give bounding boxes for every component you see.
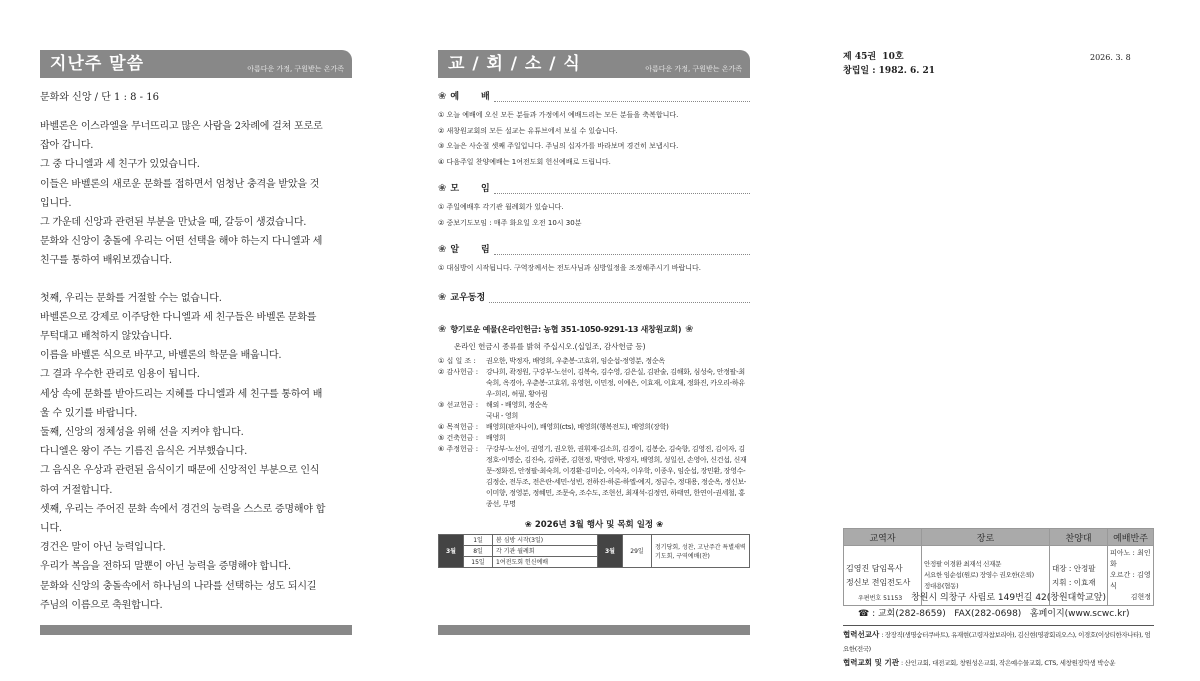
sermon-line: 셋째, 우리는 주어진 문화 속에서 경건의 능력을 스스로 증명해야 합 bbox=[40, 503, 326, 515]
missionaries-label: 협력선교사 bbox=[843, 630, 880, 639]
flower-icon: ❀ bbox=[685, 323, 694, 335]
offering-type: ③ 선교헌금 : bbox=[438, 400, 479, 409]
accompanist-cell bbox=[1108, 546, 1154, 606]
sermon-line: 경건은 말이 아닌 능력입니다. bbox=[40, 542, 166, 554]
choir-conductor: 지휘 : 이효재 bbox=[1052, 577, 1096, 587]
staff-header: 예배반주 bbox=[1108, 529, 1154, 546]
sermon-line: 둘째, 신앙의 정체성을 위해 선을 지켜야 합니다. bbox=[40, 427, 244, 439]
offering-type: ① 십 일 조 : bbox=[438, 356, 476, 365]
sermon-line: 그 음식은 우상과 관련된 음식이기 때문에 신앙적인 부분으로 인식 bbox=[40, 465, 320, 477]
schedule-day: 1일 bbox=[464, 534, 493, 545]
offering-names: 강나희, 곽정원, 구강부-노선이, 김복숙, 김수영, 김은실, 김판술, 김해화, 심성숙, 안정팔-최숙희, 옥경아, 우춘봉-고효위, 유영현, 이민정, 이예은, 이효재, 이효재, 정화진, 카오리-하유우-희리, 허필, 황아림 bbox=[486, 367, 745, 398]
church-address bbox=[858, 590, 1106, 603]
members-heading bbox=[438, 289, 750, 303]
church-contact: ☎ : 교회(282-8659) FAX(282-0698) 홈페이지(www.scwc.kr) bbox=[858, 609, 1130, 619]
evangelist-name: 정신보 전임전도사 bbox=[846, 577, 911, 587]
news-item: ② 새창원교회의 모든 설교는 유튜브에서 보실 수 있습니다. bbox=[438, 126, 618, 135]
news-item: ③ 오늘은 사순절 셋째 주일입니다. 주님의 십자가를 바라보며 경건히 보냅시다. bbox=[438, 142, 679, 150]
schedule-day: 8일 bbox=[464, 545, 493, 556]
sermon-column bbox=[40, 0, 352, 615]
schedule-section bbox=[438, 518, 750, 568]
volume-number: 제 45권 10호 bbox=[843, 52, 904, 62]
staff-header: 장로 bbox=[922, 529, 1050, 546]
flower-icon: ❀ bbox=[524, 519, 532, 530]
partners-text: : 산인교회, 대전교회, 창원성은교회, 작은예수물교회, CTS, 세창원장학생 박승운 bbox=[901, 659, 1116, 667]
offering-names: 구강부-노선이, 권영기, 권오한, 권휘재-김소희, 김경이, 김봉순, 김숙향, 김영진, 김이자, 김정호-이명순, 김진숙, 김하준, 김현정, 박영란, 박정자, 배영희, 성일선, 손영아, 신건섭, 신재문-정화진, 안정팔-최숙희, 이경환-김미순, 이숙자, 이우학, 이종우, 임순섭, 장민환, 장영수-김정순, 전두조, 전은란-세민-성빈, 전하진-하론-하엘-예지, 정금수, 정대용, 정순옥, 정신보-이미향, 정영분, 정혜민, 조문숙, 조수도, 조현선, 최재석-김정연, 하태연, 한연이-권세철, 홍종선, 무명 bbox=[486, 444, 747, 508]
news-item: ① 주일예배후 각기관 월례회가 있습니다. bbox=[438, 203, 564, 211]
organist: 김현정 bbox=[1130, 593, 1151, 601]
sermon-line: 이들은 바벨론의 새로운 문화를 접하면서 엄청난 충격을 받았을 것 bbox=[40, 178, 320, 190]
notice-heading-text: 알 림 bbox=[450, 245, 490, 255]
news-item: ① 대심방이 시작됩니다. 구역장께서는 전도사님과 심방일정을 조정해주시기 바랍니다. bbox=[438, 264, 701, 272]
sermon-line: 바벨론으로 강제로 이주당한 다니엘과 세 친구들은 바벨론 문화를 bbox=[40, 311, 317, 323]
offering-list bbox=[438, 356, 750, 510]
flower-icon: ❀ bbox=[656, 519, 664, 530]
staff-header: 찬양대 bbox=[1050, 529, 1108, 546]
offering-row bbox=[438, 400, 750, 411]
schedule-month: 3월 bbox=[598, 534, 623, 567]
schedule-event: 각 기관 월례회 bbox=[493, 545, 598, 556]
notice-heading bbox=[438, 241, 750, 255]
sermon-line: 다니엘은 왕이 주는 기름진 음식은 거부했습니다. bbox=[40, 446, 248, 458]
dotted-rule bbox=[494, 185, 750, 194]
sermon-section-subtitle: 아름다운 가정, 구원받는 온가족 bbox=[247, 65, 344, 73]
meeting-section bbox=[438, 180, 750, 231]
sermon-line: 이름을 바벨론 식으로 바꾸고, 바벨론의 학문을 배웁니다. bbox=[40, 350, 282, 362]
offering-type: ④ 목적헌금 : bbox=[438, 422, 479, 431]
offering-names: 해외 - 배영희, 정순옥 bbox=[486, 400, 548, 409]
elder-names: 안정팔 이경환 최재석 신재문 bbox=[924, 560, 1002, 568]
meeting-items bbox=[438, 200, 750, 231]
offering-section bbox=[438, 321, 750, 510]
members-heading-text: 교우동정 bbox=[450, 292, 486, 303]
schedule-day: 29일 bbox=[623, 534, 652, 567]
schedule-event: 정기당회, 성찬, 고난주간 특별새벽기도회, 구역예배(찬) bbox=[652, 534, 750, 567]
offering-row bbox=[438, 411, 750, 422]
sermon-bottom-bar bbox=[40, 625, 352, 635]
dotted-rule bbox=[494, 246, 750, 255]
sermon-title-bar bbox=[40, 50, 352, 78]
news-section-title: 교 / 회 / 소 / 식 bbox=[448, 54, 581, 74]
schedule-table bbox=[438, 534, 750, 568]
offering-row bbox=[438, 422, 750, 433]
sermon-line bbox=[40, 271, 352, 289]
offering-names: 배영희(판자나이), 배영희(cts), 배영희(행복전도), 배영희(장학) bbox=[486, 422, 669, 431]
offering-heading-text: 향기로운 예물(온라인헌금: 농협 351-1050-9291-13 새창원교회) bbox=[450, 324, 682, 334]
address-text: 창원시 의창구 사림로 149번길 42(창원대학교앞) bbox=[911, 593, 1106, 603]
flower-icon: ❀ bbox=[438, 91, 447, 102]
offering-row bbox=[438, 433, 750, 444]
meeting-heading bbox=[438, 180, 750, 194]
flower-icon: ❀ bbox=[438, 244, 447, 255]
missionaries-row bbox=[843, 628, 1154, 656]
sermon-line: 잡아 갑니다. bbox=[40, 140, 94, 152]
choir-leader: 대장 : 안정팔 bbox=[1052, 563, 1096, 573]
bulletin-info bbox=[843, 50, 935, 78]
sermon-section-title: 지난주 말씀 bbox=[50, 54, 145, 74]
partners-label: 협력교회 및 기관 bbox=[843, 658, 899, 667]
offering-type: ⑥ 주정헌금 : bbox=[438, 444, 479, 453]
schedule-heading bbox=[438, 518, 750, 530]
sermon-line: 문화와 신앙의 충돌속에서 하나님의 나라를 선택하는 성도 되시길 bbox=[40, 580, 317, 592]
worship-heading bbox=[438, 88, 750, 102]
offering-note: 온라인 헌금시 종류를 밝혀 주십시오.(십일조, 감사헌금 등) bbox=[454, 341, 646, 351]
members-section bbox=[438, 289, 750, 303]
staff-header: 교역자 bbox=[844, 529, 922, 546]
news-item: ① 오늘 예배에 오신 모든 분들과 가정에서 예배드리는 모든 분들을 축복합니다. bbox=[438, 111, 679, 119]
sermon-line: 니다. bbox=[40, 523, 62, 535]
schedule-day: 15일 bbox=[464, 556, 493, 567]
sermon-line: 우리가 복음을 전하되 말뿐이 아닌 능력을 증명해야 합니다. bbox=[40, 561, 291, 573]
schedule-event: 1여전도회 헌신예배 bbox=[493, 556, 598, 567]
offering-row bbox=[438, 356, 750, 367]
news-column bbox=[438, 0, 750, 568]
sermon-line: 문화와 신앙이 충돌에 우리는 어떤 선택을 해야 하는지 다니엘과 세 bbox=[40, 236, 323, 248]
offering-type bbox=[438, 411, 486, 422]
founding-date: 창립일 : 1982. 6. 21 bbox=[843, 66, 936, 76]
notice-items bbox=[438, 261, 750, 277]
flower-icon: ❀ bbox=[438, 323, 447, 335]
worship-heading-text: 예 배 bbox=[450, 92, 490, 102]
notice-section bbox=[438, 241, 750, 277]
flower-icon: ❀ bbox=[438, 183, 447, 194]
worship-section bbox=[438, 88, 750, 170]
news-section-subtitle: 아름다운 가정, 구원받는 온가족 bbox=[645, 65, 742, 73]
schedule-month: 3월 bbox=[439, 534, 464, 567]
offering-type: ⑤ 건축헌금 : bbox=[438, 433, 479, 442]
pastor-name: 김영진 담임목사 bbox=[846, 563, 903, 573]
pianist: 피아노 : 최인화 bbox=[1110, 549, 1151, 568]
news-item: ④ 다음주일 찬양예배는 1여전도회 헌신예배로 드립니다. bbox=[438, 157, 611, 166]
meeting-heading-text: 모 임 bbox=[450, 184, 490, 194]
sermon-line: 주님의 이름으로 축원합니다. bbox=[40, 599, 163, 611]
dotted-rule bbox=[494, 93, 750, 102]
missionaries-text: : 장장직(생명숨터쿠바트), 유재현(고령자참보리아), 김신현(영광회리오스), 이경호(이상티한자나타), 엄요한(전국) bbox=[843, 631, 1151, 653]
sermon-line: 무턱대고 배척하지 않았습니다. bbox=[40, 331, 172, 343]
sermon-line: 하여 거절합니다. bbox=[40, 484, 113, 496]
offering-row bbox=[438, 367, 750, 400]
postal-code: 우편번호 51153 bbox=[858, 595, 903, 602]
offering-type: ② 감사헌금 : bbox=[438, 367, 479, 376]
sermon-line: 입니다. bbox=[40, 197, 72, 209]
sermon-line: 울 수 있기를 바랍니다. bbox=[40, 407, 138, 419]
schedule-event: 봄 심방 시작(3일) bbox=[493, 534, 598, 545]
sermon-body bbox=[40, 117, 352, 615]
sermon-line: 그 가운데 신앙과 관련된 부분을 만났을 때, 갈등이 생겼습니다. bbox=[40, 217, 307, 229]
sermon-line: 세상 속에 문화를 받아드리는 지혜를 다니엘과 세 친구를 통하여 배 bbox=[40, 388, 323, 400]
dotted-rule bbox=[489, 294, 750, 303]
offering-row bbox=[438, 444, 750, 510]
sermon-line: 바벨론은 이스라엘을 무너뜨리고 많은 사람을 2차례에 걸쳐 포로로 bbox=[40, 121, 323, 132]
sermon-line: 그 결과 우수한 관리로 임용이 됩니다. bbox=[40, 369, 200, 381]
bulletin-date: 2026. 3. 8 bbox=[1090, 53, 1131, 62]
partners-row bbox=[843, 656, 1154, 670]
elder-names: 서요한 임순섭(원로) 장영수 권오한(은퇴) bbox=[924, 571, 1034, 579]
organist: 오르간 : 김영식 bbox=[1110, 571, 1151, 590]
scripture-reference: 문화와 신앙 / 단 1 : 8 - 16 bbox=[40, 92, 159, 103]
elder-names: 정대용(협동) bbox=[924, 582, 959, 590]
offering-names: 국내 - 영희 bbox=[486, 411, 518, 420]
sermon-line: 친구를 통하여 배워보겠습니다. bbox=[40, 255, 172, 267]
flower-icon: ❀ bbox=[438, 291, 447, 303]
news-bottom-bar bbox=[438, 625, 750, 635]
missions-block bbox=[843, 625, 1154, 670]
offering-heading bbox=[438, 321, 750, 335]
schedule-heading-text: 2026년 3월 행사 및 목회 일정 bbox=[534, 519, 654, 530]
offering-names: 권오한, 박정자, 배영희, 우춘봉-고효위, 임순섭-정영분, 정순옥 bbox=[486, 356, 665, 365]
news-title-bar bbox=[438, 50, 750, 78]
worship-items bbox=[438, 108, 750, 170]
sermon-line: 첫째, 우리는 문화를 거절할 수는 없습니다. bbox=[40, 292, 222, 304]
offering-names: 배영희 bbox=[486, 433, 506, 442]
sermon-line: 그 중 다니엘과 세 친구가 있었습니다. bbox=[40, 159, 200, 171]
news-item: ② 중보기도모임 : 매주 화요일 오전 10시 30분 bbox=[438, 218, 582, 227]
